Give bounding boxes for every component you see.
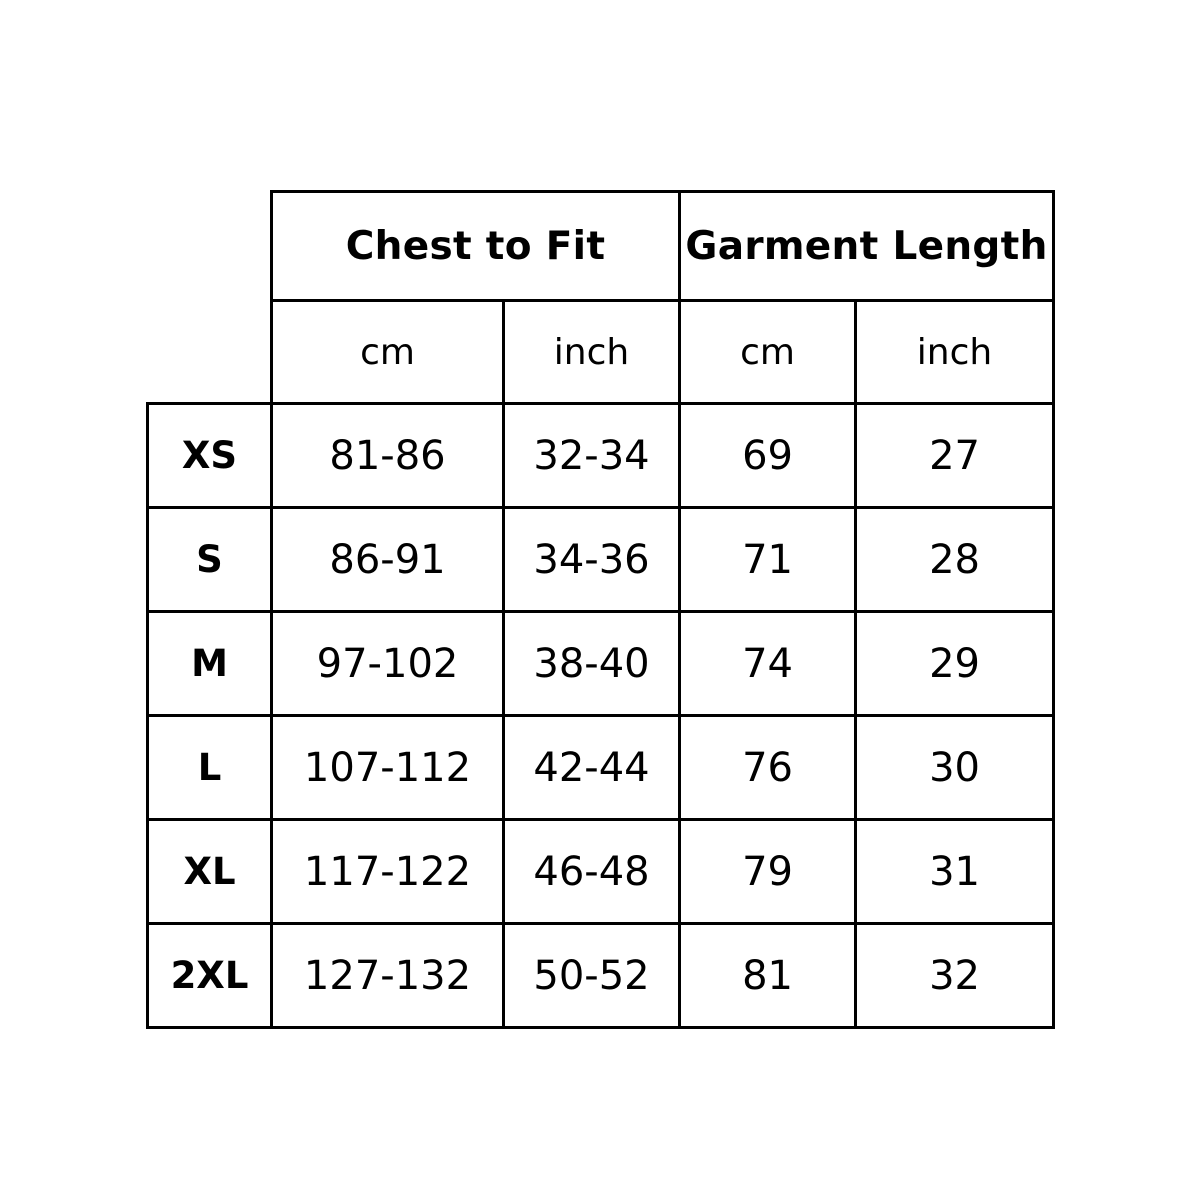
table-row <box>148 612 1054 716</box>
cell-chest-cm: 127-132 <box>272 924 504 1028</box>
cell-length-cm: 79 <box>680 820 856 924</box>
cell-chest-inch: 34-36 <box>504 508 680 612</box>
cell-length-inch: 32 <box>856 924 1054 1028</box>
unit-corner-blank <box>148 301 272 404</box>
cell-chest-inch: 42-44 <box>504 716 680 820</box>
cell-length-cm: 81 <box>680 924 856 1028</box>
unit-header-chest-inch: inch <box>504 301 680 404</box>
row-size-label: XL <box>148 820 272 924</box>
cell-length-inch: 29 <box>856 612 1054 716</box>
unit-header-length-inch: inch <box>856 301 1054 404</box>
cell-chest-inch: 32-34 <box>504 404 680 508</box>
row-size-label: M <box>148 612 272 716</box>
row-size-label: S <box>148 508 272 612</box>
table-row <box>148 820 1054 924</box>
group-header-chest: Chest to Fit <box>272 192 680 301</box>
cell-length-cm: 69 <box>680 404 856 508</box>
unit-header-chest-cm: cm <box>272 301 504 404</box>
cell-length-inch: 30 <box>856 716 1054 820</box>
cell-length-cm: 74 <box>680 612 856 716</box>
unit-header-row <box>148 301 1054 404</box>
cell-chest-inch: 38-40 <box>504 612 680 716</box>
table-row <box>148 508 1054 612</box>
size-chart-container <box>146 190 1052 1029</box>
cell-length-inch: 27 <box>856 404 1054 508</box>
cell-chest-inch: 50-52 <box>504 924 680 1028</box>
table-row <box>148 404 1054 508</box>
cell-chest-cm: 81-86 <box>272 404 504 508</box>
cell-length-cm: 71 <box>680 508 856 612</box>
cell-length-cm: 76 <box>680 716 856 820</box>
cell-length-inch: 28 <box>856 508 1054 612</box>
group-header-length: Garment Length <box>680 192 1054 301</box>
cell-chest-inch: 46-48 <box>504 820 680 924</box>
cell-chest-cm: 107-112 <box>272 716 504 820</box>
row-size-label: XS <box>148 404 272 508</box>
row-size-label: L <box>148 716 272 820</box>
cell-length-inch: 31 <box>856 820 1054 924</box>
row-size-label: 2XL <box>148 924 272 1028</box>
group-header-row <box>148 192 1054 301</box>
cell-chest-cm: 97-102 <box>272 612 504 716</box>
table-row <box>148 716 1054 820</box>
unit-header-length-cm: cm <box>680 301 856 404</box>
cell-chest-cm: 117-122 <box>272 820 504 924</box>
table-body <box>148 404 1054 1028</box>
table-header <box>148 192 1054 404</box>
header-corner-blank <box>148 192 272 301</box>
size-chart-table <box>146 190 1055 1029</box>
cell-chest-cm: 86-91 <box>272 508 504 612</box>
table-row <box>148 924 1054 1028</box>
